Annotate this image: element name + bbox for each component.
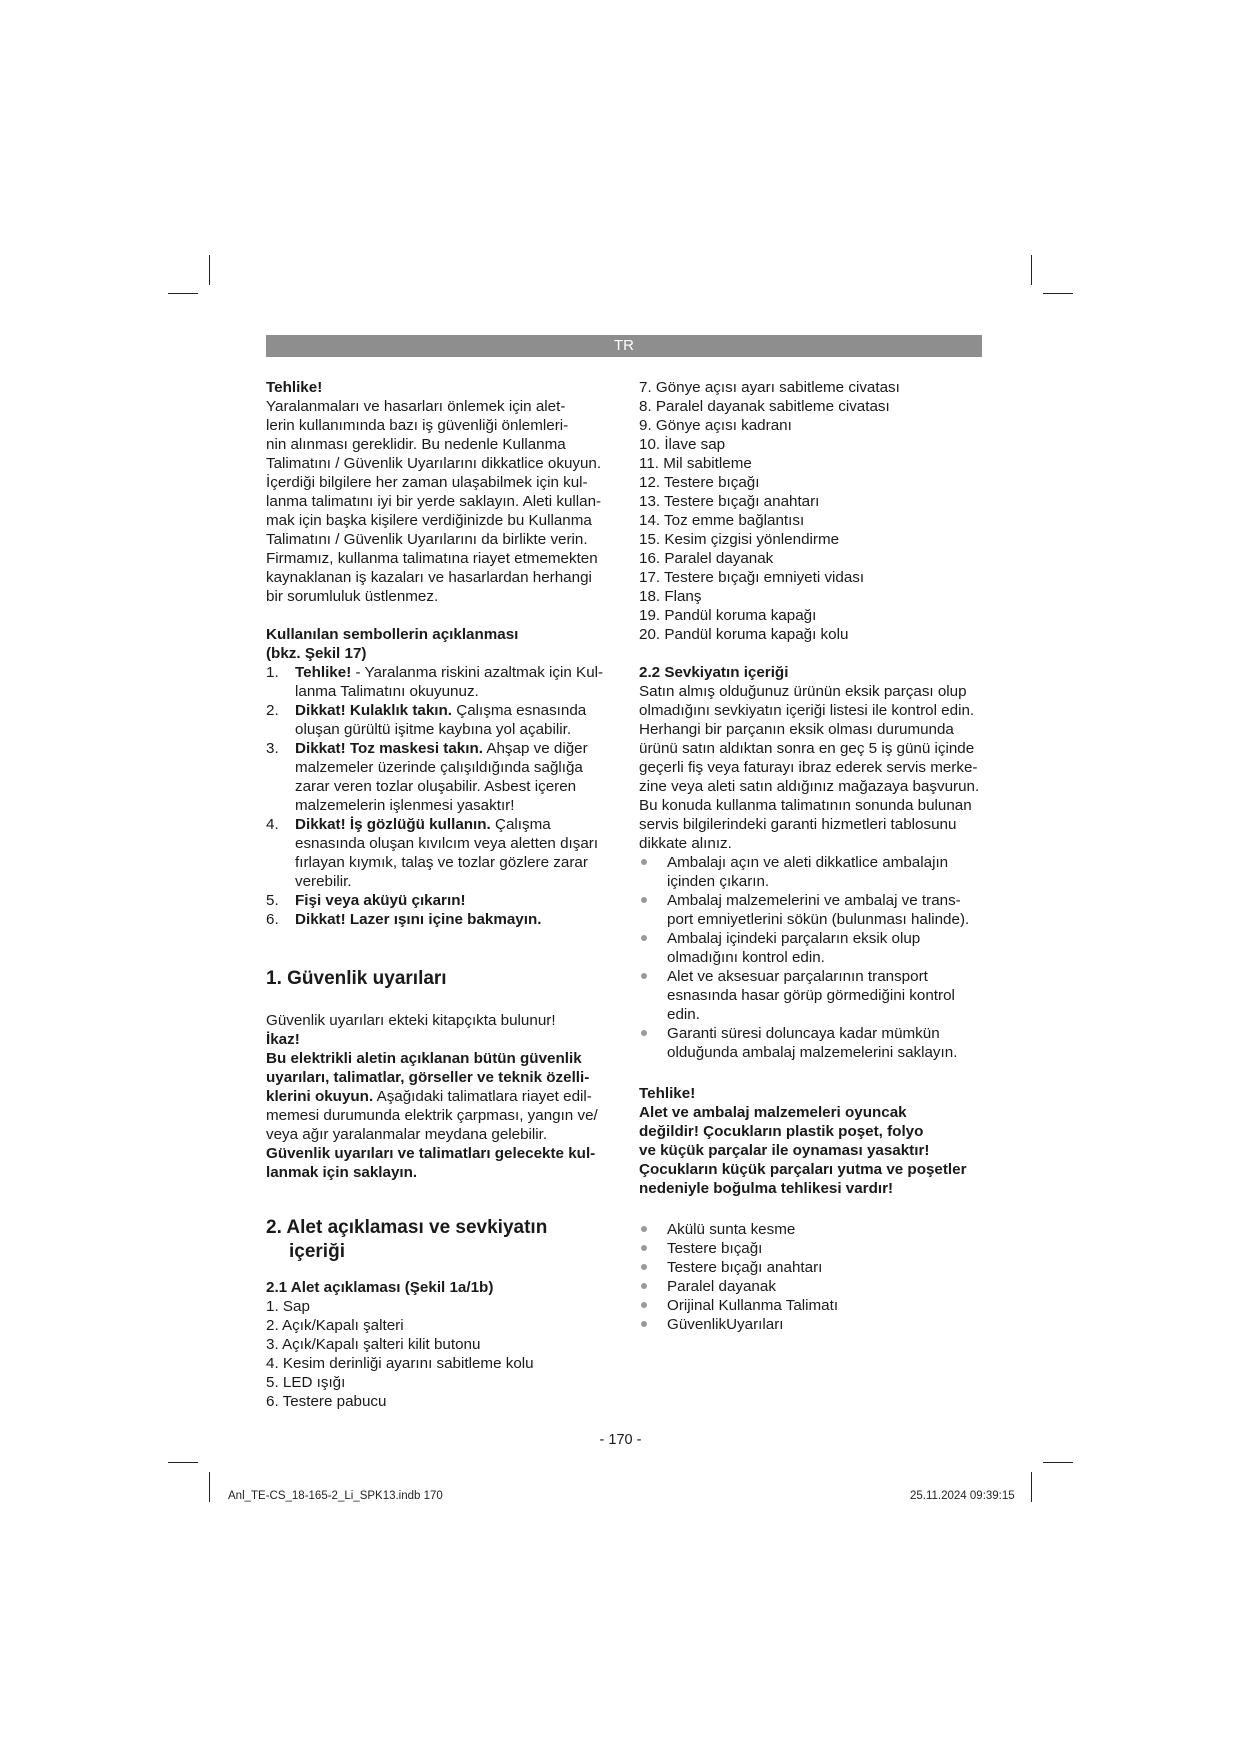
item-text: - Yaralanma riskini azaltmak için Kul-	[351, 664, 604, 681]
text-line: Yaralanmaları ve hasarları önlemek için alet-	[266, 398, 566, 415]
item-text: Ahşap ve diğer	[482, 740, 588, 757]
item-text: Ambalaj malzemelerini ve ambalaj ve trans-	[667, 892, 961, 909]
text-line: ve küçük parçalar ile oynaması yasaktır!	[639, 1142, 930, 1159]
section-1-text: Güvenlik uyarıları ekteki kitapçıkta bulunur!	[266, 1012, 556, 1029]
list-item: 3. Açık/Kapalı şalteri kilit butonu	[266, 1336, 481, 1353]
item-bold: Fişi veya aküyü çıkarın!	[295, 892, 466, 909]
text-line: memesi durumunda elektrik çarpması, yangın ve/	[266, 1107, 598, 1124]
item-bold: Dikkat! İş gözlüğü kullanın.	[295, 816, 491, 833]
item-text: malzemeler üzerinde çalışıldığında sağlığa	[295, 759, 583, 776]
text-line: olmadığını sevkiyatın içeriği listesi ile kontrol edin.	[639, 702, 975, 719]
list-item	[639, 891, 984, 929]
text-line: Talimatını / Güvenlik Uyarılarını dikkatlice okuyun.	[266, 455, 602, 472]
check-list	[639, 853, 984, 1062]
text-line: İçerdiği bilgilere her zaman ulaşabilmek için kul-	[266, 474, 588, 491]
item-text: lanma Talimatını okuyunuz.	[295, 683, 479, 700]
right-column	[639, 378, 984, 1334]
list-item	[266, 891, 606, 910]
section-2-heading	[266, 1216, 606, 1264]
item-text: verebilir.	[295, 873, 352, 890]
list-item	[639, 929, 984, 967]
crop-mark	[1031, 255, 1032, 285]
list-item: Orijinal Kullanma Talimatı	[639, 1296, 984, 1315]
text-line: değildir! Çocukların plastik poşet, folyo	[639, 1123, 924, 1140]
parts-list	[266, 1297, 606, 1411]
list-item: 5. LED ışığı	[266, 1374, 346, 1391]
item-text: esnasında oluşan kıvılcım veya aletten dışarı	[295, 835, 599, 852]
danger-text	[266, 397, 606, 606]
crop-mark	[1043, 293, 1073, 294]
list-item: 16. Paralel dayanak	[639, 550, 774, 567]
text-line: bir sorumluluk üstlenmez.	[266, 588, 439, 605]
text-line: Bu konuda kullanma talimatının sonunda bulunan	[639, 797, 972, 814]
crop-mark	[168, 293, 198, 294]
list-item: 13. Testere bıçağı anahtarı	[639, 493, 820, 510]
delivery-text	[639, 682, 984, 853]
text-line: lanma talimatını iyi bir yerde saklayın. Aleti kullan-	[266, 493, 602, 510]
text-line: servis bilgilerindeki garanti hizmetleri tablosunu	[639, 816, 957, 833]
item-bold: Dikkat! Toz maskesi takın.	[295, 740, 483, 757]
list-item: 2. Açık/Kapalı şalteri	[266, 1317, 404, 1334]
list-item	[266, 815, 606, 891]
text-line: Bu elektrikli aletin açıklanan bütün güvenlik	[266, 1050, 582, 1067]
language-code: TR	[614, 337, 634, 354]
item-bold: Tehlike!	[295, 664, 352, 681]
footer-date: 25.11.2024 09:39:15	[910, 1490, 1015, 1502]
item-number: 1.	[266, 664, 279, 681]
danger-title-2: Tehlike!	[639, 1085, 696, 1102]
heading-line: içeriği	[289, 1241, 345, 1262]
item-text: port emniyetlerini sökün (bulunması halinde).	[667, 911, 970, 928]
text-line: uyarıları, talimatlar, görseller ve teknik özelli-	[266, 1069, 590, 1086]
danger-text-2	[639, 1103, 984, 1198]
item-text: Ambalajı açın ve aleti dikkatlice ambalajın	[667, 854, 949, 871]
footer-file: Anl_TE-CS_18-165-2_Li_SPK13.indb 170	[228, 1490, 443, 1502]
list-item: 19. Pandül koruma kapağı	[639, 607, 817, 624]
item-text: fırlayan kıymık, talaş ve tozlar gözlere zarar	[295, 854, 588, 871]
list-item	[266, 910, 606, 929]
item-text: olmadığını kontrol edin.	[667, 949, 825, 966]
list-item: 15. Kesim çizgisi yönlendirme	[639, 531, 840, 548]
delivery-contents-list	[639, 1220, 984, 1334]
left-column	[266, 378, 606, 1411]
item-text: malzemelerin işlenmesi yasaktır!	[295, 797, 515, 814]
text-line: lanmak için saklayın.	[266, 1164, 418, 1181]
symbols-subtitle: (bkz. Şekil 17)	[266, 645, 367, 662]
item-bold: Dikkat! Lazer ışını içine bakmayın.	[295, 911, 542, 928]
text-line: zine veya aleti satın aldığınız mağazaya başvurun.	[639, 778, 980, 795]
text-line: klerini okuyun.	[266, 1088, 374, 1105]
text-line: Herhangi bir parçanın eksik olması durumunda	[639, 721, 954, 738]
subsection-2-1-heading: 2.1 Alet açıklaması (Şekil 1a/1b)	[266, 1279, 494, 1296]
text-line: Alet ve ambalaj malzemeleri oyuncak	[639, 1104, 907, 1121]
list-item	[639, 967, 984, 1024]
list-item: 8. Paralel dayanak sabitleme civatası	[639, 398, 890, 415]
list-item: GüvenlikUyarıları	[639, 1315, 984, 1334]
list-item: Testere bıçağı	[639, 1239, 984, 1258]
item-text: Çalışma	[490, 816, 551, 833]
list-item: 10. İlave sap	[639, 436, 726, 453]
list-item: 18. Flanş	[639, 588, 702, 605]
heading-line: 2. Alet açıklaması ve sevkiyatın	[266, 1217, 548, 1238]
item-text: Garanti süresi doluncaya kadar mümkün	[667, 1025, 940, 1042]
list-item: 14. Toz emme bağlantısı	[639, 512, 805, 529]
symbols-list	[266, 663, 606, 929]
item-text: zarar veren tozlar oluşabilir. Asbest içeren	[295, 778, 577, 795]
item-number: 5.	[266, 892, 279, 909]
text-line: ürünü satın aldıktan sonra en geç 5 iş günü içinde	[639, 740, 975, 757]
crop-mark	[209, 255, 210, 285]
list-item: Testere bıçağı anahtarı	[639, 1258, 984, 1277]
list-item: Akülü sunta kesme	[639, 1220, 984, 1239]
list-item: 7. Gönye açısı ayarı sabitleme civatası	[639, 379, 900, 396]
text-line: lerin kullanımında bazı iş güvenliği önlemleri-	[266, 417, 569, 434]
list-item: 12. Testere bıçağı	[639, 474, 760, 491]
text-line: mak için başka kişilere verdiğinizde bu Kullanma	[266, 512, 592, 529]
text-line: Güvenlik uyarıları ve talimatları gelecekte kul-	[266, 1145, 596, 1162]
item-text: Ambalaj içindeki parçaların eksik olup	[667, 930, 921, 947]
text-line: nedeniyle boğulma tehlikesi vardır!	[639, 1180, 894, 1197]
subsection-2-2-heading: 2.2 Sevkiyatın içeriği	[639, 664, 789, 681]
warning-title: İkaz!	[266, 1031, 300, 1048]
danger-title: Tehlike!	[266, 379, 323, 396]
item-text: esnasında hasar görüp görmediğini kontrol	[667, 987, 955, 1004]
symbols-title: Kullanılan sembollerin açıklanması	[266, 626, 519, 643]
item-text: edin.	[667, 1006, 700, 1023]
item-text: olduğunda ambalaj malzemelerini saklayın.	[667, 1044, 958, 1061]
page-number: - 170 -	[599, 1432, 642, 1448]
item-text: içinden çıkarın.	[667, 873, 770, 890]
text-line: Çocukların küçük parçaları yutma ve poşetler	[639, 1161, 967, 1178]
crop-mark	[209, 1472, 210, 1502]
list-item: 20. Pandül koruma kapağı kolu	[639, 626, 849, 643]
text-line: dikkate alınız.	[639, 835, 732, 852]
list-item: 6. Testere pabucu	[266, 1393, 387, 1410]
item-number: 3.	[266, 740, 279, 757]
crop-mark	[1031, 1472, 1032, 1502]
language-header-bar	[266, 335, 982, 357]
text-line: geçerli fiş veya faturayı ibraz ederek servis merke-	[639, 759, 978, 776]
text-line: nin alınması gereklidir. Bu nedenle Kullanma	[266, 436, 566, 453]
section-1-heading: 1. Güvenlik uyarıları	[266, 968, 447, 989]
text-line: kaynaklanan iş kazaları ve hasarlardan herhangi	[266, 569, 592, 586]
text-line: Satın almış olduğunuz ürünün eksik parçası olup	[639, 683, 967, 700]
warning-text	[266, 1049, 606, 1182]
item-text: Çalışma esnasında	[452, 702, 587, 719]
item-text: Alet ve aksesuar parçalarının transport	[667, 968, 928, 985]
item-number: 2.	[266, 702, 279, 719]
list-item: Paralel dayanak	[639, 1277, 984, 1296]
item-number: 4.	[266, 816, 279, 833]
text-line: Firmamız, kullanma talimatına riayet etmemekten	[266, 550, 598, 567]
parts-list-continued	[639, 378, 984, 644]
list-item: 9. Gönye açısı kadranı	[639, 417, 792, 434]
list-item: 11. Mil sabitleme	[639, 455, 752, 472]
list-item	[639, 1024, 984, 1062]
list-item	[266, 701, 606, 739]
list-item	[639, 853, 984, 891]
text-line: veya ağır yaralanmalar meydana gelebilir.	[266, 1126, 548, 1143]
text-line: Talimatını / Güvenlik Uyarılarını da birlikte verin.	[266, 531, 588, 548]
list-item	[266, 663, 606, 701]
text-line: Aşağıdaki talimatlara riayet edil-	[373, 1088, 592, 1105]
list-item	[266, 739, 606, 815]
list-item: 1. Sap	[266, 1298, 310, 1315]
item-text: oluşan gürültü işitme kaybına yol açabilir.	[295, 721, 572, 738]
list-item: 17. Testere bıçağı emniyeti vidası	[639, 569, 865, 586]
crop-mark	[168, 1462, 198, 1463]
list-item: 4. Kesim derinliği ayarını sabitleme kolu	[266, 1355, 534, 1372]
item-number: 6.	[266, 911, 279, 928]
item-bold: Dikkat! Kulaklık takın.	[295, 702, 452, 719]
crop-mark	[1043, 1462, 1073, 1463]
